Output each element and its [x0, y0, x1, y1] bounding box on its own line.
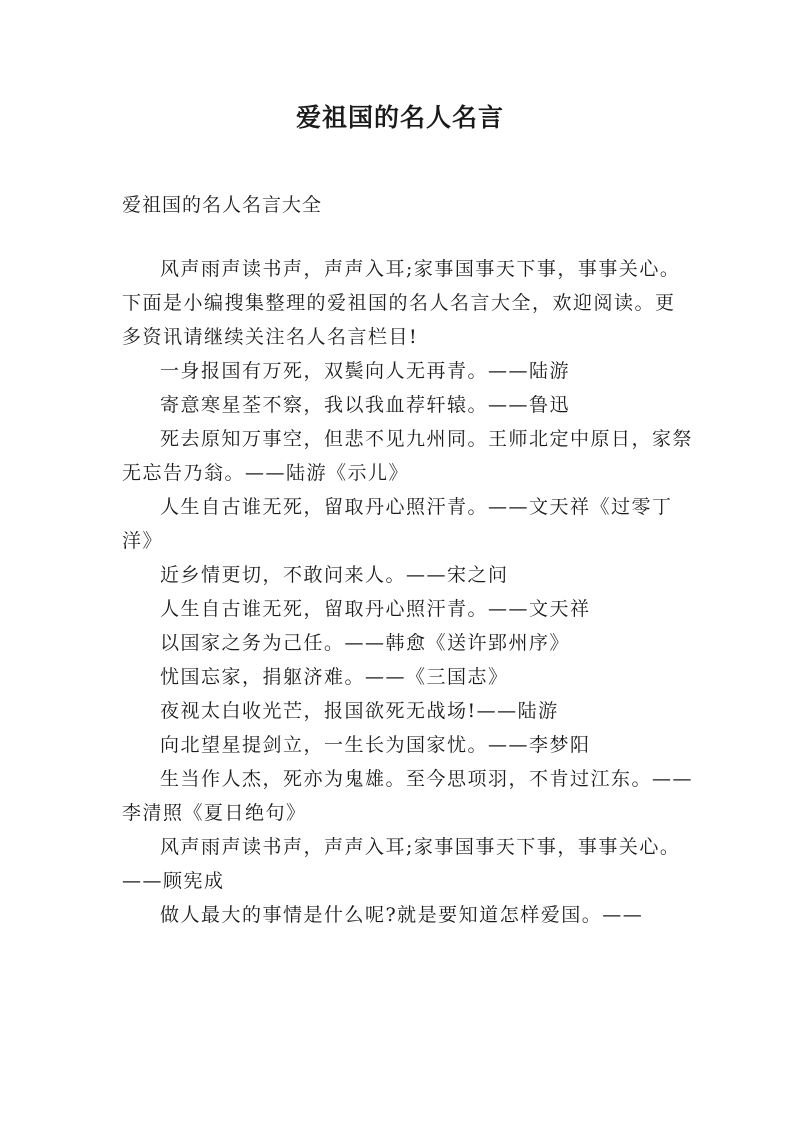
- intro-paragraph: 风声雨声读书声，声声入耳;家事国事天下事，事事关心。下面是小编搜集整理的爱祖国的名人名言大全，欢迎阅读。更多资讯请继续关注名人名言栏目!: [122, 258, 681, 348]
- page-title: 爱祖国的名人名言: [295, 103, 504, 132]
- quote-paragraph: 风声雨声读书声，声声入耳;家事国事天下事，事事关心。 ——顾宪成: [122, 836, 681, 892]
- quote-paragraph: 以国家之务为己任。——韩愈《送许郢州序》: [160, 632, 571, 654]
- quote-paragraph: 做人最大的事情是什么呢?就是要知道怎样爱国。——: [160, 904, 644, 926]
- quote-paragraph: 生当作人杰，死亦为鬼雄。至今思项羽，不肯过江东。——李清照《夏日绝句》: [122, 768, 694, 824]
- quote-paragraph: 人生自古谁无死，留取丹心照汗青。——文天祥: [160, 598, 591, 620]
- quote-paragraph: 一身报国有万死，双鬓向人无再青。——陆游: [160, 360, 571, 382]
- quote-paragraph: 人生自古谁无死，留取丹心照汗青。——文天祥《过零丁洋》: [122, 496, 673, 552]
- quote-paragraph: 夜视太白收光芒，报国欲死无战场!——陆游: [160, 700, 559, 722]
- quote-paragraph: 近乡情更切，不敢问来人。——宋之问: [160, 564, 509, 586]
- document-body: [122, 252, 694, 932]
- page-subtitle: 爱祖国的名人名言大全: [122, 194, 323, 216]
- quote-paragraph: 向北望星提剑立，一生长为国家忧。——李梦阳: [160, 734, 591, 756]
- quote-paragraph: 寄意寒星荃不察，我以我血荐轩辕。——鲁迅: [160, 394, 571, 416]
- quote-paragraph: 死去原知万事空，但悲不见九州同。王师北定中原日，家祭无忘告乃翁。——陆游《示儿》: [122, 428, 694, 484]
- quote-paragraph: 忧国忘家，捐躯济难。——《三国志》: [160, 666, 509, 688]
